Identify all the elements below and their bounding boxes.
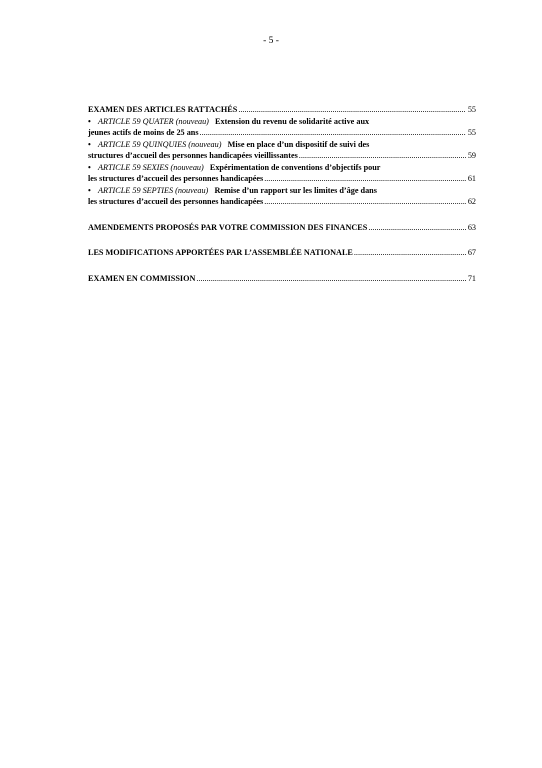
toc-entry-modifications[interactable] [88,247,476,259]
bullet-icon: • [88,162,91,172]
toc-entry-page: 55 [467,105,476,114]
article-ref: ARTICLE 59 SEPTIES (nouveau) [98,185,209,195]
article-title-line2: les structures d’accueil des personnes handicapées [88,174,264,183]
toc-entry-label: LES MODIFICATIONS APPORTÉES PAR L’ASSEMBLÉE NATIONALE [88,248,353,257]
toc-entry-page: 67 [467,248,476,257]
bullet-icon: • [88,185,91,195]
toc-entry-examen-articles[interactable] [88,104,476,116]
article-title-line1: Remise d’un rapport sur les limites d’âge dans [214,185,377,195]
article-ref: ARTICLE 59 QUINQUIES (nouveau) [98,139,222,149]
table-of-contents [88,104,476,284]
dot-leader [200,127,466,139]
dot-leader [299,150,466,162]
dot-leader [264,196,466,208]
toc-entry-page: 59 [467,151,476,160]
article-ref: ARTICLE 59 SEXIES (nouveau) [98,162,204,172]
toc-entry-page: 71 [467,273,476,283]
article-title-line2: jeunes actifs de moins de 25 ans [88,128,199,137]
toc-entry-page: 63 [467,222,476,232]
toc-article-entry[interactable] [88,116,476,139]
dot-leader [368,222,466,234]
toc-article-entry[interactable] [88,162,476,185]
dot-leader [238,104,465,116]
toc-article-entry[interactable] [88,139,476,162]
article-ref: ARTICLE 59 QUATER (nouveau) [98,116,209,126]
article-title-line2: structures d’accueil des personnes handicapées vieillissantes [88,151,298,160]
toc-entry-label: EXAMEN DES ARTICLES RATTACHÉS [88,105,238,114]
toc-entry-examen-commission[interactable] [88,273,476,285]
bullet-icon: • [88,139,91,149]
toc-entry-page: 62 [467,197,476,206]
page-number: - 5 - [263,36,279,46]
bullet-icon: • [88,116,91,126]
dot-leader [264,173,466,185]
article-title-line1: Extension du revenu de solidarité active aux [215,116,370,126]
toc-article-entry[interactable] [88,185,476,208]
toc-entry-page: 61 [467,174,476,183]
toc-entry-amendements[interactable] [88,222,476,234]
article-title-line1: Mise en place d’un dispositif de suivi des [227,139,370,149]
article-title-line1: Expérimentation de conventions d’objectifs pour [209,162,381,172]
dot-leader [196,273,465,285]
toc-entry-page: 55 [467,128,476,137]
dot-leader [354,247,466,259]
toc-entry-label: EXAMEN EN COMMISSION [88,273,196,283]
article-title-line2: les structures d’accueil des personnes handicapées [88,197,264,206]
toc-entry-label: AMENDEMENTS PROPOSÉS PAR VOTRE COMMISSION DES FINANCES [88,222,368,232]
